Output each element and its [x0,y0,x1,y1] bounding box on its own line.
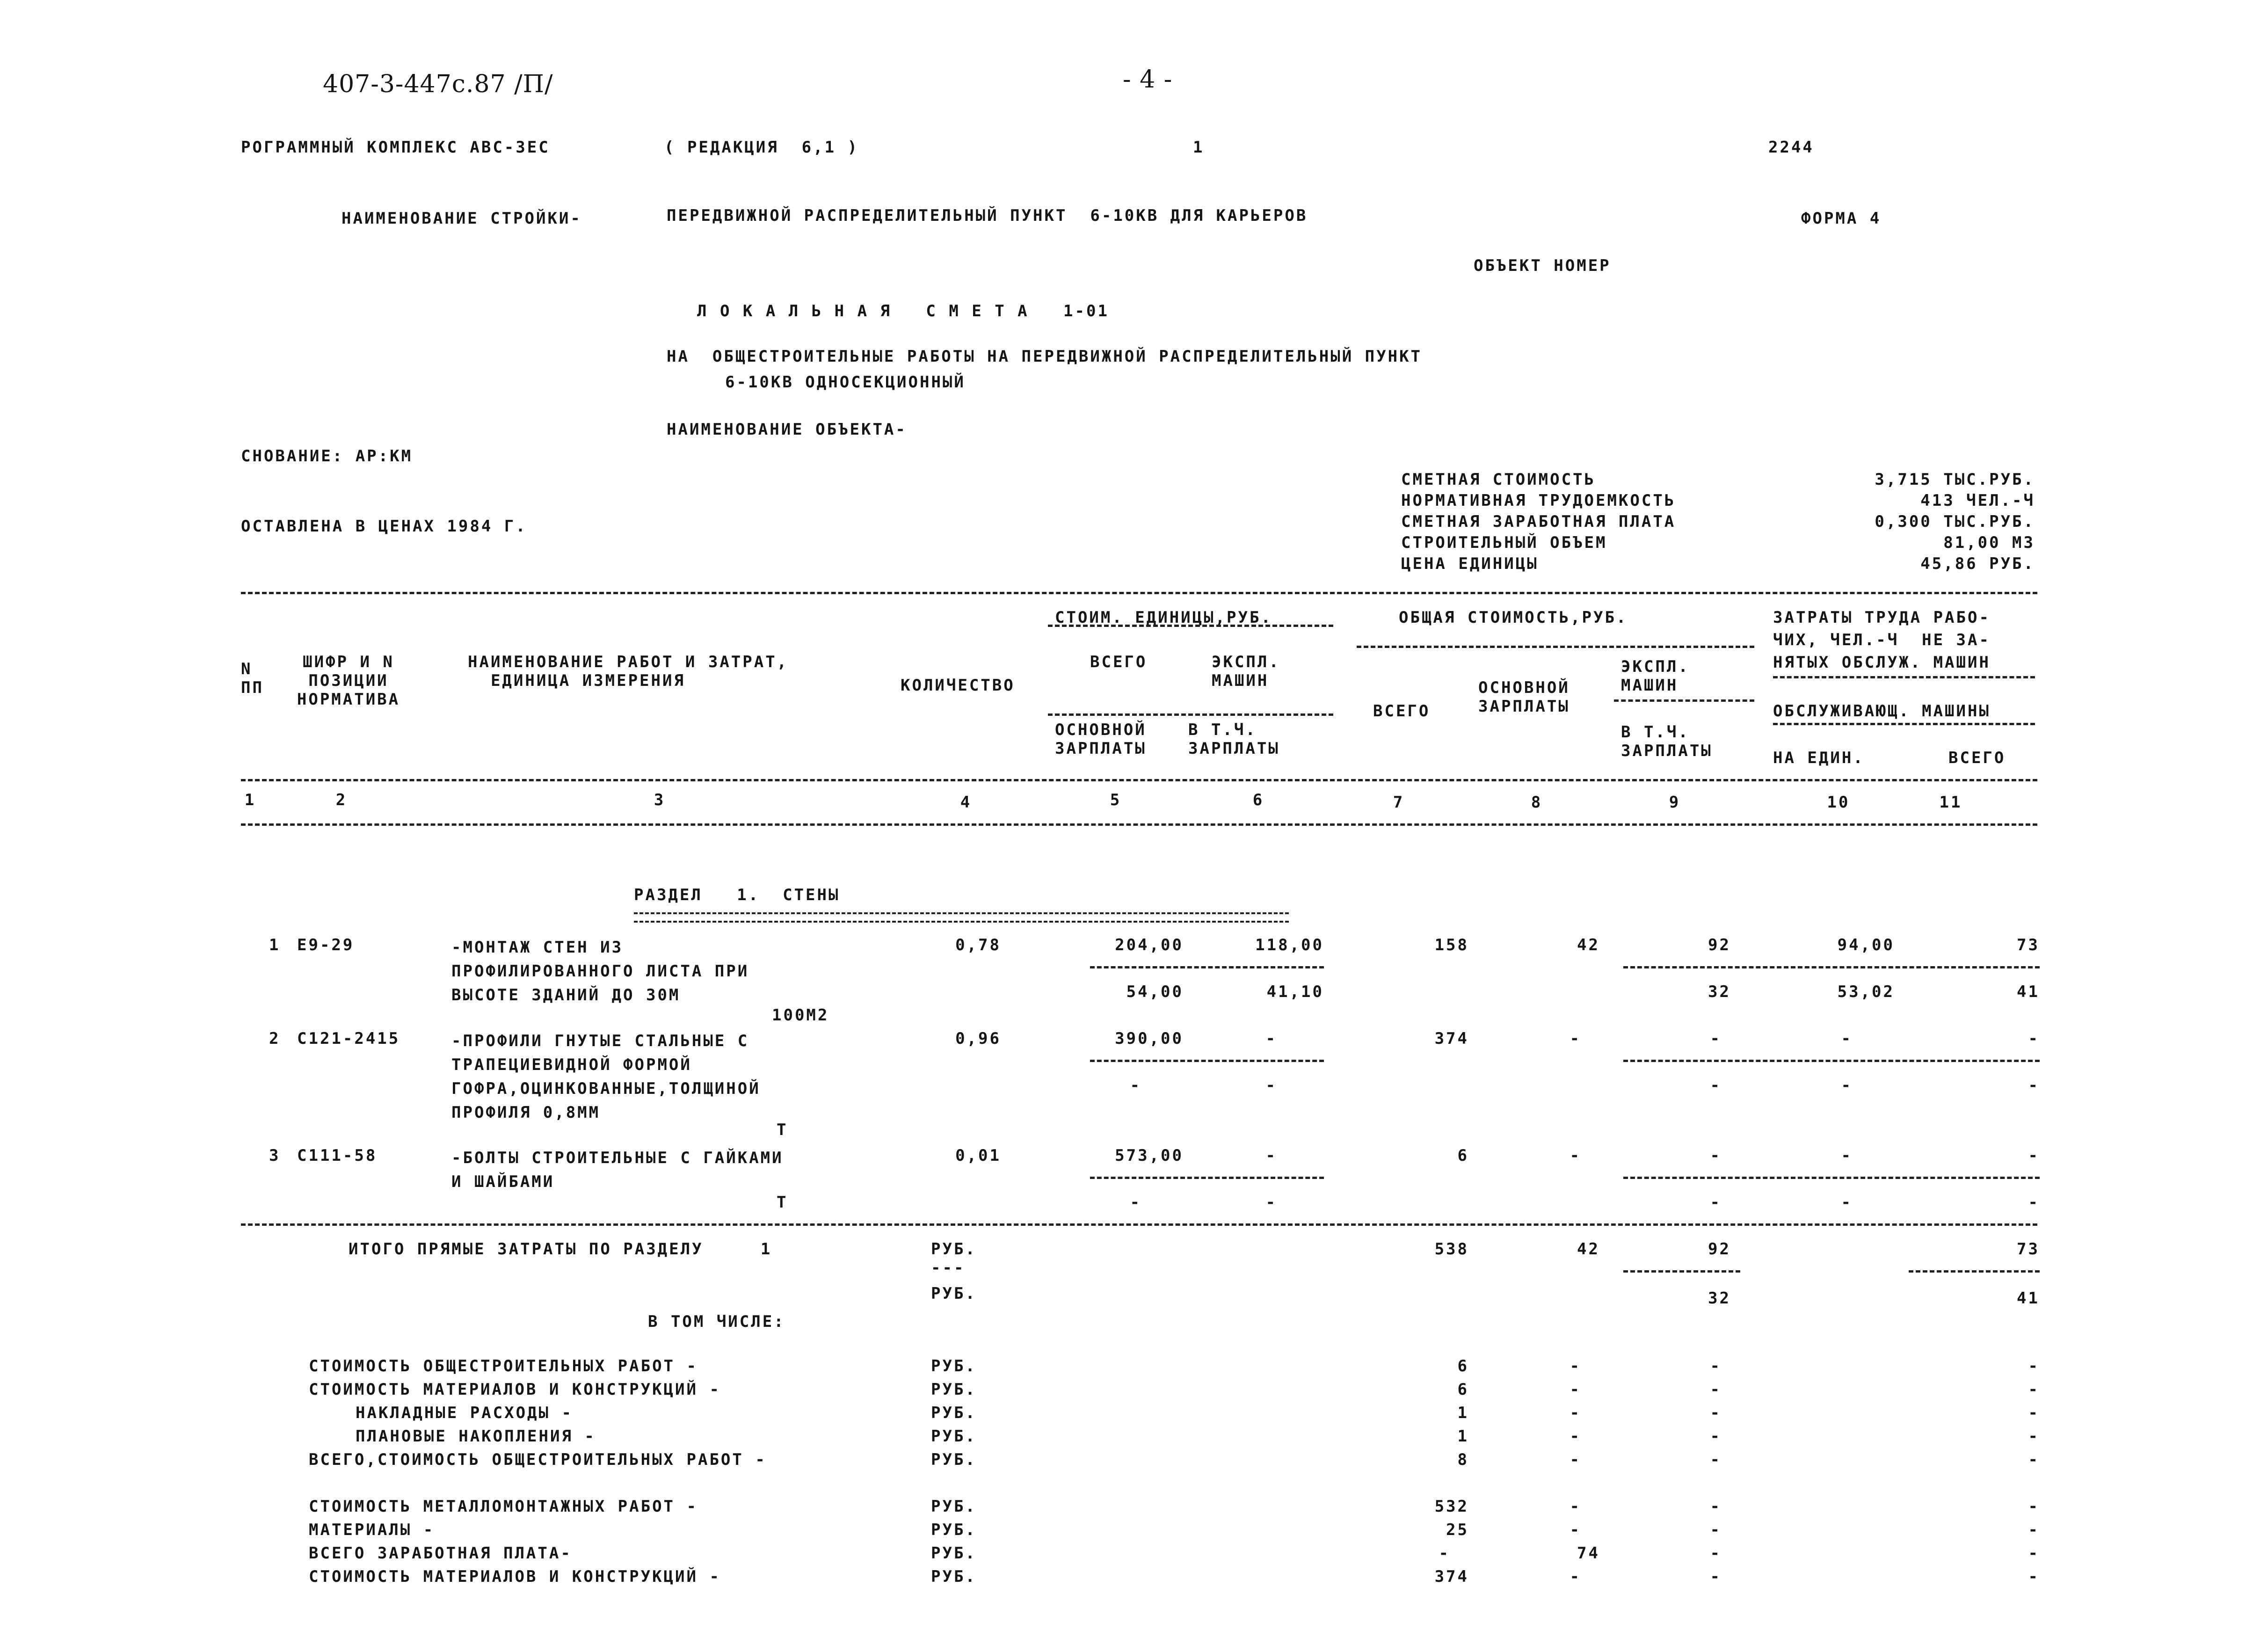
row-labor-per-unit: - [1841,1146,1853,1165]
labor-header-line-3: НЯТЫХ ОБСЛУЖ. МАШИН [1773,653,1991,672]
row-number: 1 [269,936,281,954]
col-10-header: НА ЕДИН. [1773,749,1865,767]
breakdown-label: МАТЕРИАЛЫ - [309,1521,435,1539]
row-labor-total: 73 [2017,936,2040,954]
row-total-machine-wage: - [1710,1076,1722,1095]
col-9-header: ЭКСПЛ. МАШИН [1621,657,1690,695]
breakdown-label: СТОИМОСТЬ ОБЩЕСТРОИТЕЛЬНЫХ РАБОТ - [309,1357,698,1375]
labor-header-line-2: ЧИХ, ЧЕЛ.-Ч НЕ ЗА- [1773,631,1991,649]
breakdown-wage: - [1570,1427,1581,1446]
column-number: 3 [654,791,666,809]
totals-labor-machines: 41 [2017,1289,2040,1308]
breakdown-wage: - [1570,1567,1581,1586]
row-total-machines: - [1710,1029,1722,1048]
totals-wage: 42 [1577,1240,1600,1259]
breakdown-machines: - [1710,1497,1722,1516]
breakdown-wage: - [1570,1380,1581,1399]
row-quantity: 0,96 [955,1029,1001,1048]
row-number: 2 [269,1029,281,1048]
breakdown-label: СТОИМОСТЬ МАТЕРИАЛОВ И КОНСТРУКЦИЙ - [309,1380,721,1399]
row-subrule [1090,1177,1324,1179]
header-subrule [1614,699,1754,702]
header-subrule [1048,713,1333,716]
col-3-header: НАИМЕНОВАНИЕ РАБОТ И ЗАТРАТ, ЕДИНИЦА ИЗМЕРЕНИЯ [468,653,789,690]
column-number: 11 [1939,793,1962,812]
breakdown-unit: РУБ. [931,1404,977,1422]
row-total-machines: - [1710,1146,1722,1165]
summary-value: 413 ЧЕЛ.-Ч [1920,491,2035,510]
breakdown-total: 374 [1434,1567,1469,1586]
column-number: 2 [335,791,348,809]
document-code: 407-3-447с.87 /П/ [323,70,553,98]
summary-label: СМЕТНАЯ СТОИМОСТЬ [1401,470,1596,489]
row-total-machine-wage: 32 [1708,982,1731,1001]
summary-value: 45,86 РУБ. [1920,554,2035,573]
col-6-sub-header: В Т.Ч. ЗАРПЛАТЫ [1188,720,1280,758]
col-4-header: КОЛИЧЕСТВО [901,676,1015,695]
column-number: 4 [960,793,972,812]
summary-label: СМЕТНАЯ ЗАРАБОТНАЯ ПЛАТА [1401,512,1676,531]
breakdown-machines: - [1710,1544,1722,1563]
row-labor-machines-total: - [2028,1193,2040,1212]
estimate-subtitle-line-2: 6-10КВ ОДНОСЕКЦИОННЫЙ [725,373,966,392]
breakdown-label: ВСЕГО,СТОИМОСТЬ ОБЩЕСТРОИТЕЛЬНЫХ РАБОТ - [309,1450,767,1469]
breakdown-total: 25 [1446,1521,1469,1539]
breakdown-labor: - [2028,1567,2040,1586]
construction-name: ПЕРЕДВИЖНОЙ РАСПРЕДЕЛИТЕЛЬНЫЙ ПУНКТ 6-10КВ ДЛЯ КАРЬЕРОВ [667,206,1308,225]
breakdown-machines: - [1710,1567,1722,1586]
column-number: 10 [1827,793,1850,812]
row-unit-cost-total: 204,00 [1115,936,1184,954]
breakdown-wage: - [1570,1497,1581,1516]
header-subrule [1357,646,1754,648]
price-level-line: ОСТАВЛЕНА В ЦЕНАХ 1984 Г. [241,517,527,536]
row-subrule [1090,1060,1324,1062]
breakdown-labor: - [2028,1357,2040,1375]
row-labor-per-unit: 94,00 [1837,936,1895,954]
breakdown-label: НАКЛАДНЫЕ РАСХОДЫ - [356,1404,573,1422]
breakdown-total: 532 [1434,1497,1469,1516]
breakdown-total: 6 [1457,1357,1469,1375]
row-total: 6 [1457,1146,1469,1165]
including-label: В ТОМ ЧИСЛЕ: [648,1312,785,1331]
column-number: 8 [1531,793,1543,812]
col-5-sub-header: ОСНОВНОЙ ЗАРПЛАТЫ [1055,720,1147,758]
row-description: -БОЛТЫ СТРОИТЕЛЬНЫЕ С ГАЙКАМИ И ШАЙБАМИ [451,1149,784,1191]
breakdown-machines: - [1710,1521,1722,1539]
summary-label: СТРОИТЕЛЬНЫЙ ОБЪЕМ [1401,533,1607,552]
column-number: 7 [1393,793,1405,812]
program-name: РОГРАММНЫЙ КОМПЛЕКС АВС-3ЕС [241,138,550,157]
column-number: 1 [244,791,256,809]
row-quantity: 0,01 [955,1146,1001,1165]
row-unit-cost-machines: - [1265,1029,1277,1048]
summary-value: 81,00 М3 [1943,533,2035,552]
breakdown-machines: - [1710,1450,1722,1469]
row-unit-cost-total: 573,00 [1115,1146,1184,1165]
row-total-wage: - [1570,1029,1581,1048]
breakdown-labor: - [2028,1380,2040,1399]
breakdown-labor: - [2028,1521,2040,1539]
row-labor-per-unit: - [1841,1029,1853,1048]
labor-header-line-1: ЗАТРАТЫ ТРУДА РАБО- [1773,608,1991,627]
row-unit: Т [777,1121,788,1139]
totals-labor: 73 [2017,1240,2040,1259]
col-9-sub-header: В Т.Ч. ЗАРПЛАТЫ [1621,723,1713,760]
rows-bottom-rule [241,1223,2037,1226]
breakdown-total: 1 [1457,1427,1469,1446]
row-unit: 100М2 [772,1006,829,1025]
breakdown-machines: - [1710,1404,1722,1422]
column-number: 5 [1110,791,1122,809]
row-total-machines: 92 [1708,936,1731,954]
totals-total: 538 [1434,1240,1469,1259]
totals-unit: РУБ. [931,1240,977,1259]
breakdown-unit: РУБ. [931,1544,977,1563]
labor-header-line-4: ОБСЛУЖИВАЮЩ. МАШИНЫ [1773,702,1991,720]
column-number: 9 [1669,793,1681,812]
summary-value: 0,300 ТЫС.РУБ. [1875,512,2035,531]
breakdown-labor: - [2028,1544,2040,1563]
breakdown-label: ПЛАНОВЫЕ НАКОПЛЕНИЯ - [356,1427,596,1446]
total-cost-group-header: ОБЩАЯ СТОИМОСТЬ,РУБ. [1399,608,1628,627]
totals-subrule [1623,1270,1740,1273]
header-subrule [1773,723,2035,725]
section-title: РАЗДЕЛ 1. СТЕНЫ [634,886,840,904]
breakdown-unit: РУБ. [931,1497,977,1516]
row-total-machine-wage: - [1710,1193,1722,1212]
row-subrule [1090,966,1324,968]
row-labor-total: - [2028,1146,2040,1165]
row-code: Е9-29 [297,936,355,954]
col-7-header: ВСЕГО [1373,702,1431,720]
row-number: 3 [269,1146,281,1165]
summary-value: 3,715 ТЫС.РУБ. [1875,470,2035,489]
totals-subrule [1909,1270,2040,1273]
row-description: -МОНТАЖ СТЕН ИЗ ПРОФИЛИРОВАННОГО ЛИСТА ПРИ ВЫСОТЕ ЗДАНИЙ ДО 30М [451,938,749,1004]
breakdown-unit: РУБ. [931,1380,977,1399]
breakdown-wage: 74 [1577,1544,1600,1563]
totals-machine-wage: 32 [1708,1289,1731,1308]
breakdown-machines: - [1710,1357,1722,1375]
row-labor-machines-per-unit: - [1841,1193,1853,1212]
col-11-header: ВСЕГО [1948,749,2006,767]
row-quantity: 0,78 [955,936,1001,954]
row-description: -ПРОФИЛИ ГНУТЫЕ СТАЛЬНЫЕ С ТРАПЕЦИЕВИДНОЙ ФОРМОЙ ГОФРА,ОЦИНКОВАННЫЕ,ТОЛЩИНОЙ ПРОФИЛЯ 0,8ММ [451,1032,761,1122]
table-header-bottom-rule [241,823,2037,826]
breakdown-labor: - [2028,1450,2040,1469]
breakdown-wage: - [1570,1521,1581,1539]
row-total-wage: 42 [1577,936,1600,954]
row-total: 158 [1434,936,1469,954]
row-unit-machine-wage: 41,10 [1266,982,1324,1001]
row-unit: Т [777,1193,788,1212]
program-edition: ( РЕДАКЦИЯ 6,1 ) [664,138,859,157]
header-number: 1 [1193,138,1205,157]
breakdown-label: СТОИМОСТЬ МАТЕРИАЛОВ И КОНСТРУКЦИЙ - [309,1567,721,1586]
breakdown-total: 8 [1457,1450,1469,1469]
header-subrule [1048,625,1333,627]
object-number: ОБЪЕКТ НОМЕР [1474,256,1611,275]
section-double-rule [634,912,1289,923]
row-code: С121-2415 [297,1029,400,1048]
row-unit-cost-machines: - [1265,1146,1277,1165]
breakdown-total: - [1439,1544,1450,1563]
estimate-title: Л О К А Л Ь Н А Я С М Е Т А 1-01 [697,302,1109,320]
row-unit-cost-total: 390,00 [1115,1029,1184,1048]
basis-line: СНОВАНИЕ: АР:КМ [241,447,413,466]
totals-unit-separator: --- [931,1259,966,1277]
col-6-header: ЭКСПЛ. МАШИН [1212,653,1280,690]
row-unit-wage: 54,00 [1126,982,1184,1001]
row-total-wage: - [1570,1146,1581,1165]
column-number: 6 [1252,791,1264,809]
totals-machines: 92 [1708,1240,1731,1259]
breakdown-unit: РУБ. [931,1521,977,1539]
totals-label: ИТОГО ПРЯМЫЕ ЗАТРАТЫ ПО РАЗДЕЛУ 1 [349,1240,772,1259]
unit-cost-group-header: СТОИМ. ЕДИНИЦЫ,РУБ. [1055,608,1272,627]
row-labor-total: - [2028,1029,2040,1048]
row-subrule [1623,1060,2040,1062]
row-subrule [1623,966,2040,968]
row-unit-wage: - [1130,1076,1141,1095]
row-subrule [1623,1177,2040,1179]
row-unit-cost-machines: 118,00 [1255,936,1324,954]
breakdown-machines: - [1710,1427,1722,1446]
row-unit-machine-wage: - [1265,1076,1277,1095]
breakdown-labor: - [2028,1497,2040,1516]
table-header-rule [241,779,2037,781]
table-top-rule [241,592,2037,594]
breakdown-wage: - [1570,1450,1581,1469]
row-labor-machines-total: 41 [2017,982,2040,1001]
breakdown-total: 1 [1457,1404,1469,1422]
row-labor-machines-per-unit: 53,02 [1837,982,1895,1001]
breakdown-labor: - [2028,1404,2040,1422]
breakdown-unit: РУБ. [931,1357,977,1375]
breakdown-total: 6 [1457,1380,1469,1399]
estimate-subtitle-line-1: НА ОБЩЕСТРОИТЕЛЬНЫЕ РАБОТЫ НА ПЕРЕДВИЖНОЙ РАСПРЕДЕЛИТЕЛЬНЫЙ ПУНКТ [667,347,1423,366]
construction-label: НАИМЕНОВАНИЕ СТРОЙКИ- [342,209,582,228]
col-1-header: N ПП [241,660,264,697]
form-number: ФОРМА 4 [1801,209,1882,228]
summary-label: ЦЕНА ЕДИНИЦЫ [1401,554,1539,573]
row-total: 374 [1434,1029,1469,1048]
breakdown-unit: РУБ. [931,1450,977,1469]
page-number: - 4 - [1123,65,1173,94]
breakdown-wage: - [1570,1404,1581,1422]
object-name-label: НАИМЕНОВАНИЕ ОБЪЕКТА- [667,420,907,439]
breakdown-label: ВСЕГО ЗАРАБОТНАЯ ПЛАТА- [309,1544,572,1563]
breakdown-labor: - [2028,1427,2040,1446]
row-unit-machine-wage: - [1265,1193,1277,1212]
row-labor-machines-per-unit: - [1841,1076,1853,1095]
col-2-header: ШИФР И N ПОЗИЦИИ НОРМАТИВА [297,653,400,709]
breakdown-unit: РУБ. [931,1567,977,1586]
row-labor-machines-total: - [2028,1076,2040,1095]
totals-unit: РУБ. [931,1284,977,1303]
breakdown-label: СТОИМОСТЬ МЕТАЛЛОМОНТАЖНЫХ РАБОТ - [309,1497,698,1516]
summary-label: НОРМАТИВНАЯ ТРУДОЕМКОСТЬ [1401,491,1676,510]
breakdown-wage: - [1570,1357,1581,1375]
col-8-header: ОСНОВНОЙ ЗАРПЛАТЫ [1478,678,1570,716]
row-code: С111-58 [297,1146,378,1165]
breakdown-machines: - [1710,1380,1722,1399]
row-unit-wage: - [1130,1193,1141,1212]
header-right-number: 2244 [1768,138,1814,157]
breakdown-unit: РУБ. [931,1427,977,1446]
col-5-header: ВСЕГО [1090,653,1148,671]
header-subrule [1773,676,2035,678]
